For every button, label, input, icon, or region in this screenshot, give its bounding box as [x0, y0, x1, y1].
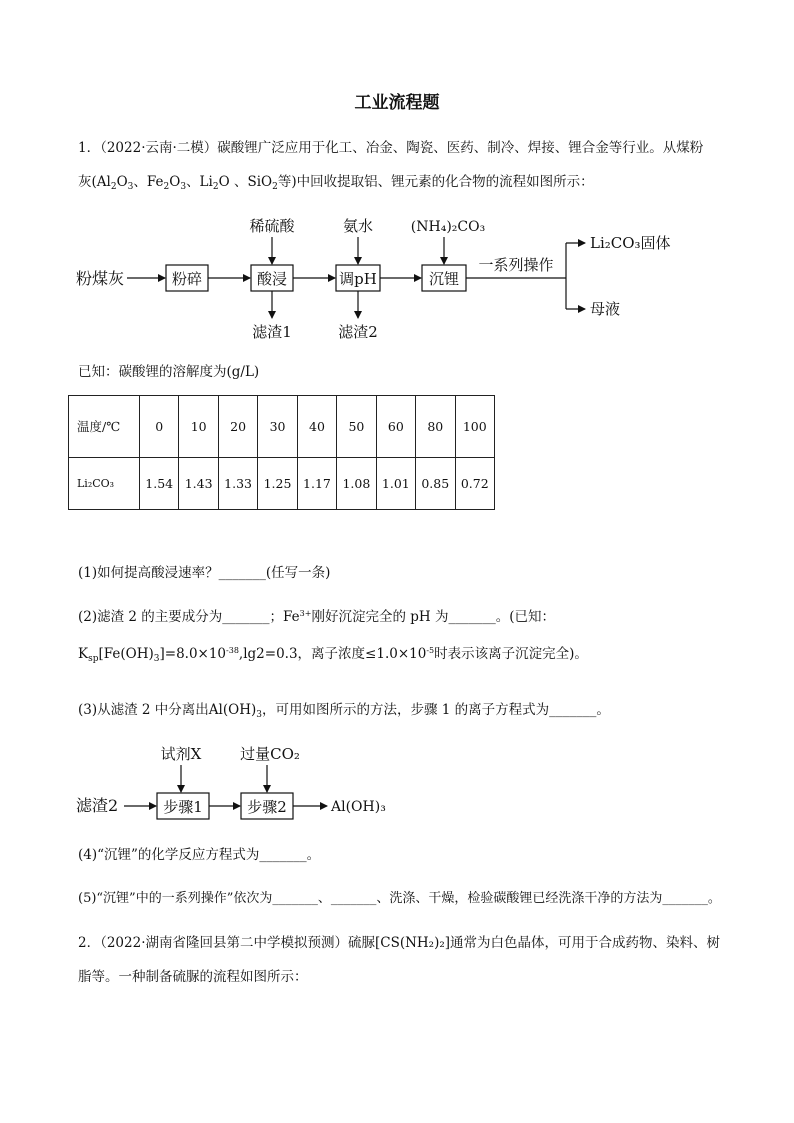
table-cell: 1.01 — [376, 457, 415, 509]
flow2-reagent-2: 过量CO₂ — [240, 745, 300, 763]
flow1-box-1-label: 粉碎 — [171, 270, 203, 288]
flow2-start: 滤渣2 — [76, 796, 119, 815]
table-cell: 20 — [218, 396, 257, 458]
table-cell: 50 — [337, 396, 376, 458]
text-run: 灰(Al — [78, 174, 111, 190]
text-run: O 、SiO — [218, 174, 273, 190]
text-run: 刚好沉淀完全的 pH 为_______。(已知： — [311, 609, 555, 625]
table-header-label: 温度/℃ — [69, 396, 140, 458]
table-cell: 0 — [140, 396, 179, 458]
text-run: ]=8.0×10 — [159, 646, 227, 662]
table-cell: 40 — [297, 396, 336, 458]
q1-sub-2-line2: $K_{sp}[Fe(OH)_3]=8.0\times 10^{-38},\lg 2=0.3$，离子浓度$\le 1.0\times 10^{-5}$时表示该离子沉淀完全)。 — [78, 646, 588, 664]
q1-sub-3: (3)从滤渣 2 中分离出$Al(OH)_3$，可用如图所示的方法，步骤 1 的离子方程式为_______。 — [78, 702, 610, 720]
flow1-residue-2: 滤渣2 — [338, 323, 378, 341]
table-cell: 1.43 — [179, 457, 218, 509]
text-run: O — [116, 174, 128, 190]
text-run: O — [169, 174, 181, 190]
q1-sub-1: (1)如何提高酸浸速率？_______(任写一条) — [78, 565, 331, 581]
flow2-reagent-1: 试剂X — [160, 745, 202, 763]
q1-intro-line2: 灰($Al_2O_3$、$Fe_2O_3$、$Li_2O$ 、SiO$_2$等)中回收提取铝、锂元素的化合物的流程如图所示： — [78, 174, 594, 192]
flow-diagram-2 — [0, 735, 794, 830]
table-cell: 1.33 — [218, 457, 257, 509]
flow1-product-1: Li₂CO₃固体 — [590, 234, 671, 252]
text-run: ,lg2=0.3，离子浓度≤1.0×10 — [238, 646, 427, 662]
text-run: [Fe(OH) — [98, 646, 154, 662]
text-run: K — [78, 646, 89, 662]
table-cell: 30 — [258, 396, 297, 458]
flow1-box-3-label: 调pH — [339, 270, 377, 288]
table-cell: 1.08 — [337, 457, 376, 509]
solubility-table — [68, 395, 495, 510]
q1-intro-line1: 1．（2022·云南·二模）碳酸锂广泛应用于化工、冶金、陶瓷、医药、制冷、焊接、锂合金等行业。从煤粉 — [78, 140, 704, 156]
flow1-start: 粉煤灰 — [76, 269, 125, 288]
q1-sub-2-line1: (2)滤渣 2 的主要成分为_______；$Fe^{3+}$刚好沉淀完全的 pH 为_______。(已知： — [78, 609, 555, 625]
flow-diagram-1 — [0, 205, 794, 345]
flow1-box-4-label: 沉锂 — [428, 270, 460, 288]
flow1-operation: 一系列操作 — [478, 256, 554, 274]
table-cell: 10 — [179, 396, 218, 458]
q1-sub-4: (4)“沉锂”的化学反应方程式为_______。 — [78, 847, 321, 863]
flow1-box-2-label: 酸浸 — [256, 270, 288, 288]
table-cell: 0.85 — [416, 457, 455, 509]
table-cell: 1.25 — [258, 457, 297, 509]
flow2-box-1-label: 步骤1 — [163, 798, 203, 816]
table-row — [69, 396, 495, 458]
table-cell: 0.72 — [455, 457, 495, 509]
text-run: (2)滤渣 2 的主要成分为_______；Fe — [78, 609, 300, 625]
text-run: ，可用如图所示的方法，步骤 1 的离子方程式为_______。 — [261, 702, 610, 718]
table-row — [69, 457, 495, 509]
table-cell: 100 — [455, 396, 495, 458]
text-run: (3)从滤渣 2 中分离出Al(OH) — [78, 702, 257, 718]
table-row-label: Li₂CO₃ — [69, 457, 140, 509]
table-cell: 60 — [376, 396, 415, 458]
text-run: 时表示该离子沉淀完全)。 — [434, 646, 588, 662]
page-title: 工业流程题 — [354, 93, 440, 113]
text-run: 、Li — [186, 174, 213, 190]
flow1-reagent-2: 氨水 — [342, 217, 374, 235]
text-run: 等)中回收提取铝、锂元素的化合物的流程如图所示： — [277, 174, 594, 190]
q2-line1: 2．（2022·湖南省隆回县第二中学模拟预测）硫脲[CS(NH₂)₂]通常为白色晶体，可用于合成药物、染料、树 — [78, 935, 721, 951]
q1-sub-5: (5)“沉锂”中的一系列操作”依次为_______、_______、洗涤、干燥，检验碳酸锂已经洗涤干净的方法为_______。 — [78, 891, 721, 906]
text-run: 、Fe — [133, 174, 164, 190]
flow1-residue-1: 滤渣1 — [252, 323, 292, 341]
flow1-reagent-3: (NH₄)₂CO₃ — [410, 219, 486, 235]
table-cell: 1.17 — [297, 457, 336, 509]
flow1-reagent-1: 稀硫酸 — [249, 217, 295, 235]
flow1-product-2: 母液 — [590, 300, 621, 318]
flow2-box-2-label: 步骤2 — [247, 798, 287, 816]
q1-known: 已知：碳酸锂的溶解度为(g/L) — [78, 364, 260, 380]
table-cell: 80 — [416, 396, 455, 458]
table-cell: 1.54 — [140, 457, 179, 509]
q2-line2: 脂等。一种制备硫脲的流程如图所示： — [78, 969, 308, 985]
flow2-product: Al(OH)₃ — [331, 799, 386, 815]
